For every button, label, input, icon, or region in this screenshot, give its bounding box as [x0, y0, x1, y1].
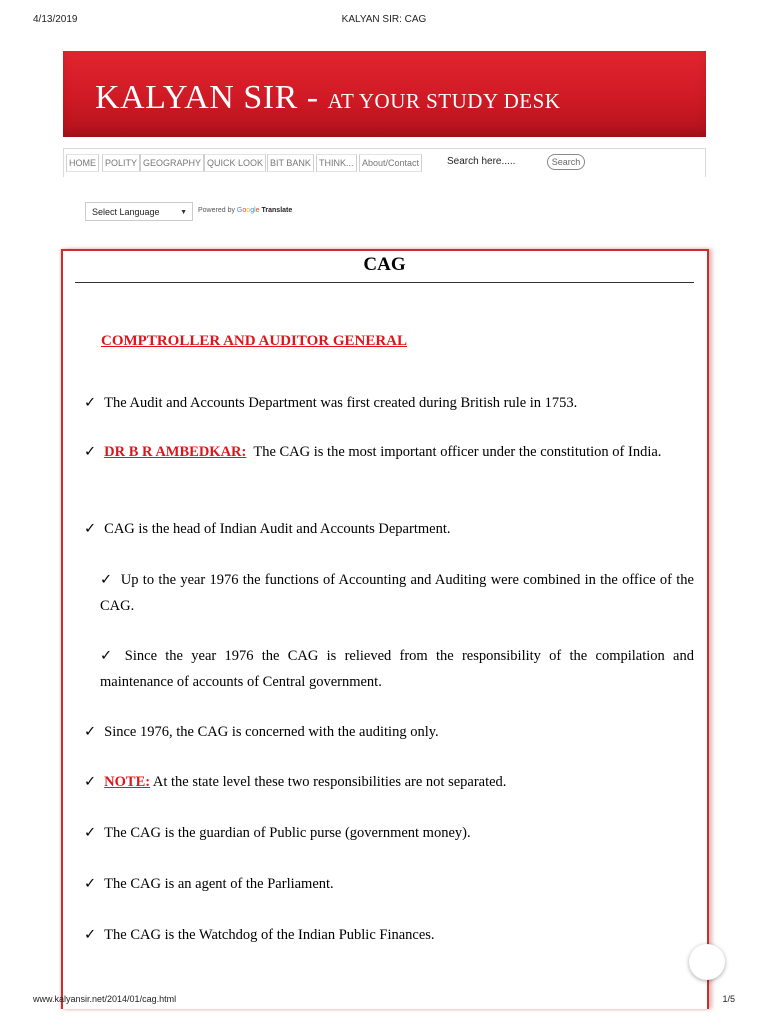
site-banner[interactable]	[63, 51, 706, 137]
bullet-item	[84, 820, 694, 846]
google-logo: Google	[236, 207, 260, 214]
bullet-item	[84, 567, 694, 619]
bullet-text: The CAG is an agent of the Parliament.	[104, 876, 334, 892]
check-icon: ✓	[84, 825, 97, 841]
language-select[interactable]	[85, 202, 193, 221]
check-icon: ✓	[100, 572, 113, 588]
banner-title-main: KALYAN SIR -	[95, 79, 328, 116]
check-icon: ✓	[84, 927, 97, 943]
nav-polity[interactable]: POLITY	[102, 154, 140, 172]
bullet-item	[84, 769, 694, 795]
document-title: CAG	[75, 254, 694, 283]
search-button[interactable]: Search	[547, 154, 585, 170]
document-heading: COMPTROLLER AND AUDITOR GENERAL	[101, 333, 408, 349]
scroll-to-top-button[interactable]	[689, 944, 725, 980]
bullet-text: CAG is the head of Indian Audit and Accounts Department.	[104, 521, 451, 537]
print-footer	[0, 994, 768, 1008]
bullet-item	[84, 516, 694, 542]
bullet-text: The CAG is the guardian of Public purse (government money).	[104, 825, 471, 841]
powered-by-label: Powered by	[198, 207, 235, 214]
bullet-text: The CAG is the Watchdog of the Indian Public Finances.	[104, 927, 435, 943]
check-icon: ✓	[84, 395, 97, 411]
bullet-text: Since the year 1976 the CAG is relieved from the responsibility of the compilation and maintenance of accounts of Central government.	[100, 648, 694, 690]
bullet-text: The CAG is the most important officer under the constitution of India.	[253, 444, 662, 460]
bullet-text: At the state level these two responsibilities are not separated.	[152, 774, 507, 790]
bullet-text: Since 1976, the CAG is concerned with the auditing only.	[104, 724, 439, 740]
nav-think[interactable]: THINK...	[316, 154, 357, 172]
check-icon: ✓	[100, 648, 117, 664]
print-header	[0, 14, 768, 28]
nav-about-contact[interactable]: About/Contact	[359, 154, 422, 172]
nav-bit-bank[interactable]: BIT BANK	[267, 154, 314, 172]
print-page-number: 1/5	[722, 994, 735, 1004]
powered-by-google	[198, 207, 292, 214]
language-select-label: Select Language	[92, 207, 160, 217]
check-icon: ✓	[84, 774, 97, 790]
bullet-item	[84, 439, 694, 465]
nav-quick-look[interactable]: QUICK LOOK	[204, 154, 266, 172]
bullet-text: Up to the year 1976 the functions of Accounting and Auditing were combined in the office of the CAG.	[100, 572, 694, 614]
translate-link[interactable]: Translate	[261, 207, 293, 214]
bullet-item	[84, 922, 694, 948]
nav-home[interactable]: HOME	[66, 154, 99, 172]
bullet-label: DR B R AMBEDKAR:	[104, 444, 247, 460]
print-title: KALYAN SIR: CAG	[341, 14, 427, 25]
check-icon: ✓	[84, 444, 97, 460]
check-icon: ✓	[84, 521, 97, 537]
banner-title	[95, 79, 560, 117]
bullet-item	[84, 390, 694, 416]
print-date: 4/13/2019	[33, 14, 78, 25]
bullet-item	[84, 719, 694, 745]
check-icon: ✓	[84, 724, 97, 740]
main-nav	[63, 148, 706, 177]
check-icon: ✓	[84, 876, 97, 892]
nav-geography[interactable]: GEOGRAPHY	[140, 154, 204, 172]
banner-title-tagline: AT YOUR STUDY DESK	[327, 89, 561, 113]
bullet-item	[84, 871, 694, 897]
print-url: www.kalyansir.net/2014/01/cag.html	[33, 994, 177, 1004]
bullet-item	[84, 643, 694, 695]
bullet-text: The Audit and Accounts Department was first created during British rule in 1753.	[104, 395, 578, 411]
search-input[interactable]: Search here.....	[447, 156, 516, 167]
caret-down-icon: ▼	[180, 209, 187, 216]
bullet-label: NOTE:	[104, 774, 151, 790]
